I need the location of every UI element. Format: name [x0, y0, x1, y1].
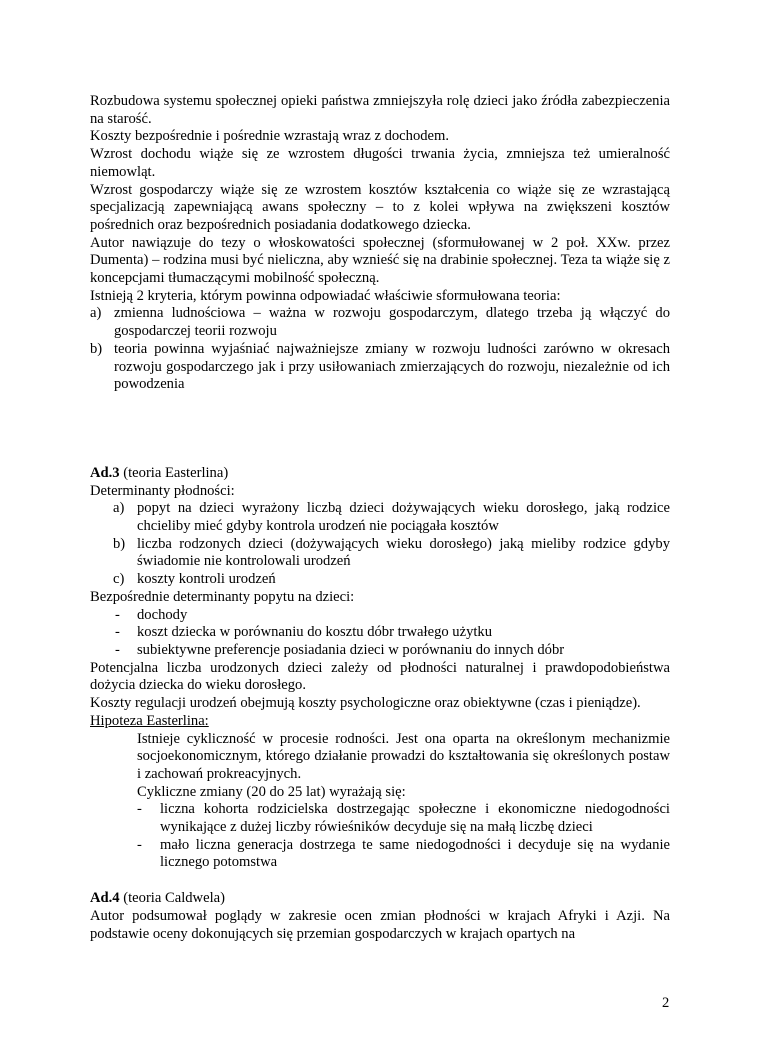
- list-item-text: liczna kohorta rodzicielska dostrzegając społeczne i ekonomiczne niedogodności wynikające z dużej liczby rówieśników decyduje się na małą liczbę dzieci: [160, 801, 670, 836]
- list-item-text: popyt na dzieci wyrażony liczbą dzieci dożywających wieku dorosłego, jaką rodzice chcieliby mieć gdyby kontrola urodzeń nie pociągała kosztów: [137, 500, 670, 535]
- cycles-label: Cykliczne zmiany (20 do 25 lat) wyrażają się:: [137, 783, 406, 800]
- heading-bold: Ad.4: [90, 890, 120, 907]
- hypothesis-text: Istnieje cykliczność w procesie rodności. Jest ona oparta na określonym mechanizmie socjoekonomicznym, którego działanie prowadzi do kształtowania się określonych postaw i zachowań prokreacyjnych.: [137, 730, 670, 782]
- list-item: [90, 571, 670, 589]
- list-item: [90, 607, 670, 625]
- dash-marker: -: [137, 801, 142, 818]
- intro-paragraph-6: Istnieją 2 kryteria, którym powinna odpowiadać właściwie sformułowana teoria:: [90, 287, 561, 304]
- heading-bold: Ad.3: [90, 464, 120, 481]
- dash-marker: -: [115, 624, 120, 641]
- list-item-text: subiektywne preferencje posiadania dzieci w porównaniu do innych dóbr: [137, 641, 565, 658]
- list-item: [90, 341, 670, 394]
- page-content: [90, 93, 670, 943]
- criteria-list: [90, 305, 670, 394]
- list-item: [90, 624, 670, 642]
- list-item: [90, 837, 670, 872]
- dash-marker: -: [115, 606, 120, 623]
- list-marker: b): [90, 340, 103, 357]
- section-heading-ad3: [90, 465, 670, 483]
- list-item-text: koszty kontroli urodzeń: [137, 571, 276, 588]
- list-marker: a): [90, 305, 102, 322]
- section-heading-ad4: [90, 890, 670, 908]
- determinants-label: Determinanty płodności:: [90, 482, 235, 499]
- heading-rest: (teoria Caldwela): [119, 890, 225, 907]
- list-item-text: zmienna ludnościowa – ważna w rozwoju gospodarczym, dlatego trzeba ją włączyć do gospodarczej teorii rozwoju: [114, 305, 670, 340]
- ad4-paragraph: Autor podsumował poglądy w zakresie ocen zmian płodności w krajach Afryki i Azji. Na podstawie oceny dokonujących się przemian gospodarczych w krajach opartych na: [90, 907, 670, 942]
- heading-rest: (teoria Easterlina): [119, 464, 229, 481]
- list-marker: b): [113, 535, 126, 552]
- cycles-list: [90, 801, 670, 872]
- list-item: [90, 305, 670, 340]
- list-item: [90, 642, 670, 660]
- spacer: [90, 872, 670, 890]
- list-item-text: teoria powinna wyjaśniać najważniejsze zmiany w rozwoju ludności zarówno w okresach rozwoju gospodarczego jak i przy usiłowaniach zmierzających do rozwoju, niezależnie od ich powodzenia: [114, 340, 670, 393]
- dash-marker: -: [137, 836, 142, 853]
- dash-marker: -: [115, 641, 120, 658]
- list-item-text: koszt dziecka w porównaniu do kosztu dóbr trwałego użytku: [137, 624, 493, 641]
- demand-list: [90, 607, 670, 660]
- list-marker: c): [113, 571, 125, 588]
- paragraph-regulation-costs: Koszty regulacji urodzeń obejmują koszty psychologiczne oraz obiektywne (czas i pieniądze).: [90, 695, 641, 712]
- intro-paragraph-3: Wzrost dochodu wiąże się ze wzrostem długości trwania życia, zmniejsza też umieralność niemowląt.: [90, 146, 670, 180]
- intro-paragraph-1: Rozbudowa systemu społecznej opieki państwa zmniejszyła rolę dzieci jako źródła zabezpieczenia na starość.: [90, 93, 670, 127]
- intro-paragraph-2: Koszty bezpośrednie i pośrednie wzrastają wraz z dochodem.: [90, 128, 450, 145]
- list-item-text: mało liczna generacja dostrzega te same niedogodności i decyduje się na wydanie licznego potomstwa: [160, 836, 670, 871]
- list-item-text: liczba rodzonych dzieci (dożywających wieku dorosłego) jaką mieliby rodzice gdyby świadomie nie kontrolowali urodzeń: [137, 535, 670, 570]
- hypothesis-label-text: Hipoteza Easterlina:: [90, 712, 209, 729]
- paragraph-potential: Potencjalna liczba urodzonych dzieci zależy od płodności naturalnej i prawdopodobieństwa dożycia dziecka do wieku dorosłego.: [90, 659, 670, 694]
- list-item: [90, 500, 670, 535]
- spacer: [90, 394, 670, 465]
- page-number: 2: [662, 995, 670, 1011]
- intro-paragraph-4: Wzrost gospodarczy wiąże się ze wzrostem kosztów kształcenia co wiąże się ze wzrastającą specjalizacją zapewniającą awans społeczny – to z kolei wpływa na zwiększeni kosztów pośrednich oraz bezpośrednich posiadania dodatkowego dziecka.: [90, 181, 670, 233]
- hypothesis-label: [90, 713, 670, 731]
- list-item-text: dochody: [137, 606, 188, 623]
- intro-paragraph-5: Autor nawiązuje do tezy o włoskowatości społecznej (sformułowanej w 2 poł. XXw. przez Dumenta) – rodzina musi być nieliczna, aby wznieść się na drabinie społecznej. Teza ta wiąże się z koncepcjami tłumaczącymi mobilność społeczną.: [90, 234, 670, 287]
- demand-label: Bezpośrednie determinanty popytu na dzieci:: [90, 588, 355, 605]
- list-item: [90, 801, 670, 836]
- list-marker: a): [113, 500, 125, 517]
- determinants-list: [90, 500, 670, 589]
- list-item: [90, 536, 670, 571]
